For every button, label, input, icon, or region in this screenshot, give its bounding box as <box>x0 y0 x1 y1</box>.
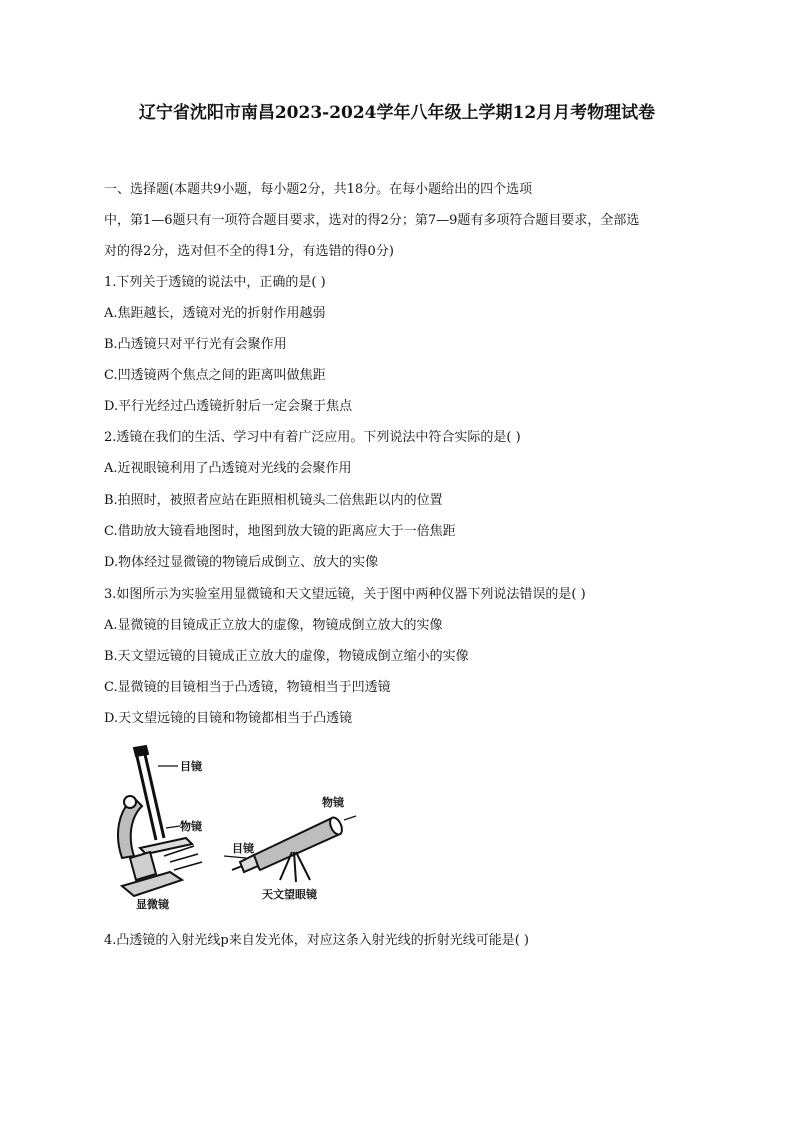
question-3-stem: 3.如图所示为实验室用显微镜和天文望远镜，关于图中两种仪器下列说法错误的是( ) <box>104 587 586 602</box>
telescope-objective-label: 物镜 <box>322 796 344 809</box>
instruments-figure <box>100 740 380 910</box>
question-1-stem: 1.下列关于透镜的说法中，正确的是( ) <box>104 275 326 290</box>
instruments-illustration <box>100 740 380 910</box>
question-1-option-b: B.凸透镜只对平行光有会聚作用 <box>104 337 287 352</box>
question-1-option-a: A.焦距越长，透镜对光的折射作用越弱 <box>104 306 326 321</box>
question-3-option-a: A.显微镜的目镜成正立放大的虚像，物镜成倒立放大的实像 <box>104 618 443 633</box>
question-2-option-c: C.借助放大镜看地图时，地图到放大镜的距离应大于一倍焦距 <box>104 524 456 539</box>
microscope-caption: 显微镜 <box>136 898 169 910</box>
question-2-stem: 2.透镜在我们的生活、学习中有着广泛应用。下列说法中符合实际的是( ) <box>104 430 521 445</box>
question-2-option-d: D.物体经过显微镜的物镜后成倒立、放大的实像 <box>104 555 379 570</box>
section-intro-line-3: 对的得2分，选对但不全的得1分，有选错的得0分) <box>104 244 394 259</box>
question-3-option-c: C.显微镜的目镜相当于凸透镜，物镜相当于凹透镜 <box>104 680 391 695</box>
question-1-option-c: C.凹透镜两个焦点之间的距离叫做焦距 <box>104 368 326 383</box>
telescope-eyepiece-label: 目镜 <box>232 842 254 855</box>
section-intro-line-2: 中，第1—6题只有一项符合题目要求，选对的得2分；第7—9题有多项符合题目要求，全部选 <box>104 213 640 228</box>
telescope-caption: 天文望眼镜 <box>262 888 317 901</box>
question-4-stem: 4.凸透镜的入射光线p来自发光体，对应这条入射光线的折射光线可能是( ) <box>104 933 530 948</box>
microscope-objective-label: 物镜 <box>180 820 202 833</box>
question-1-option-d: D.平行光经过凸透镜折射后一定会聚于焦点 <box>104 399 353 414</box>
question-3-option-d: D.天文望远镜的目镜和物镜都相当于凸透镜 <box>104 711 353 726</box>
question-3-option-b: B.天文望远镜的目镜成正立放大的虚像，物镜成倒立缩小的实像 <box>104 649 469 664</box>
page-title: 辽宁省沈阳市南昌2023-2024学年八年级上学期12月月考物理试卷 <box>138 103 656 123</box>
section-intro-line-1: 一、选择题(本题共9小题，每小题2分，共18分。在每小题给出的四个选项 <box>104 182 533 197</box>
question-2-option-a: A.近视眼镜利用了凸透镜对光线的会聚作用 <box>104 461 352 476</box>
question-2-option-b: B.拍照时，被照者应站在距照相机镜头二倍焦距以内的位置 <box>104 493 443 508</box>
microscope-eyepiece-label: 目镜 <box>180 760 202 773</box>
